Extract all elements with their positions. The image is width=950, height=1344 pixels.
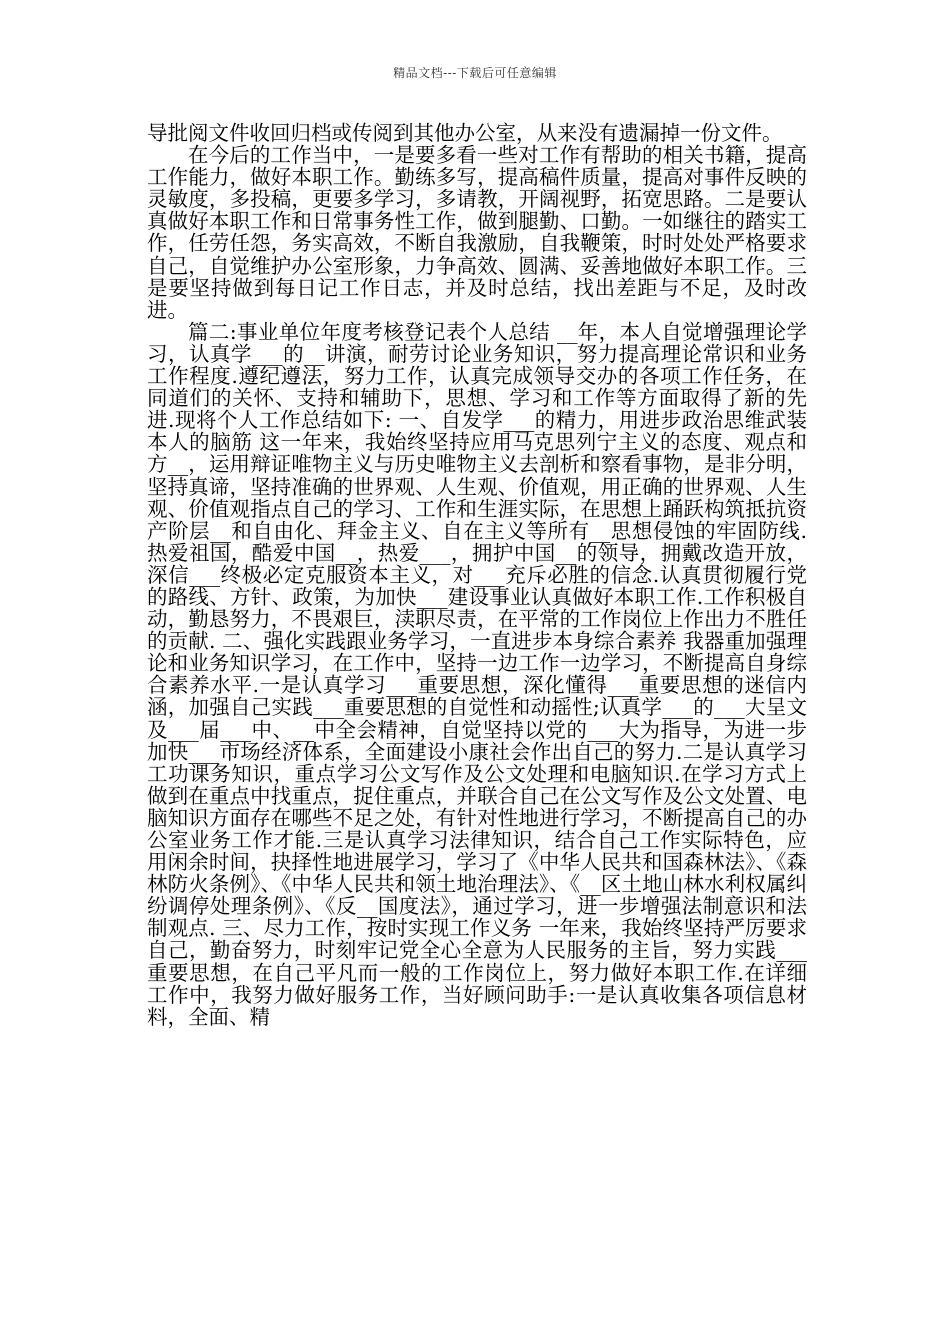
paragraph-1: 导批阅文件收回归档或传阅到其他办公室，从来没有遗漏掉一份文件。 [147,121,783,145]
paragraph-2: 在今后的工作当中，一是要多看一些对工作有帮助的相关书籍，提高工作能力，做好本职工作。勤练多写，提高稿件质量，提高对事件反映的灵敏度，多投稿，更要多学习，多请教，开阔视野，拓宽思路。二是要认真做好本职工作和日常事务性工作，做到腿勤、口勤。一如继往的踏实工作，任劳任怨，务实高效，不断自我激励，自我鞭策，时时处处严格要求自己，自觉维护办公室形象，力争高效、圆满、妥善地做好本职工作。三是要坚持做到每日记工作日志，并及时总结，找出差距与不足，及时改进。 [147,143,807,322]
page-header: 精品文档---下载后可任意编辑 [393,66,557,80]
paragraph-3: 篇二:事业单位年度考核登记表个人总结 __年，本人自觉增强理论学习，认真学___的__讲演，耐劳讨论业务知识，努力提高理论常识和业务工作程度.遵纪遵法，努力工作，认真完成领导交办的各项工作任务，在同道们的关怀、支持和辅助下，思想、学习和工作等方面取得了新的先进.现将个人工作总结如下: 一、自发学___的精力，用进步政治思维武装本人的脑筋 这一年来，我始终坚持应用马克思列宁主义的态度、观点和方__，运用辩证唯物主义与历史唯物主义去剖析和察看事物，是非分明，坚持真谛，坚持准确的世界观、人生观、价值观，用正确的世界观、人生观、价值观指点自己的学习、工作和生涯实际，在思想上踊跃构筑抵抗资产阶层__和自由化、拜金主义、自在主义等所有__思想侵蚀的牢固防线.热爱祖国，酷爱中国__，热爱___，拥护中国__的领导，拥戴改造开放，深信___终极必定克服资本主义，对___充斥必胜的信念.认真贯彻履行党的路线、方针、政策，为加快___建设事业认真做好本职工作.工作积极自动，勤恳努力，不畏艰巨，渎职尽责，在平常的工作岗位上作出力不胜任的贡献. 二、强化实践跟业务学习，一直进步本身综合素养 我器重加强理论和业务知识学习，在工作中，坚持一边工作一边学习，不断提高自身综合素养水平.一是认真学习___重要思想，深化懂得___重要思想的迷信内涵，加强自己实践___重要思想的自觉性和动摇性;认真学___的___大呈文及___届___中、__中全会精神，自觉坚持以党的___大为指导，为进一步加快___市场经济体系，全面建设小康社会作出自己的努力.二是认真学习工功课务知识，重点学习公文写作及公文处理和电脑知识.在学习方式上做到在重点中找重点，捉住重点，并联合自己在公文写作及公文处置、电脑知识方面存在哪些不足之处，有针对性地进行学习，不断提高自己的办公室业务工作才能.三是认真学习法律知识，结合自己工作实际特色，应用闲余时间，抉择性地进展学习，学习了《中华人民共和国森林法》、《森林防火条例》、《中华人民共和领土地治理法》、《__区土地山林水利权属纠纷调停处理条例》、《反__国度法》，通过学习，进一步增强法制意识和法制观点. 三、尽力工作，按时实现工作义务 一年来，我始终坚持严厉要求自己，勤奋努力，时刻牢记党全心全意为人民服务的主旨，努力实践___重要思想，在自己平凡而一般的工作岗位上，努力做好本职工作.在详细工作中，我努力做好服务工作，当好顾问助手:一是认真收集各项信息材料，全面、精 [147,319,807,1029]
document-body [147,122,807,1028]
